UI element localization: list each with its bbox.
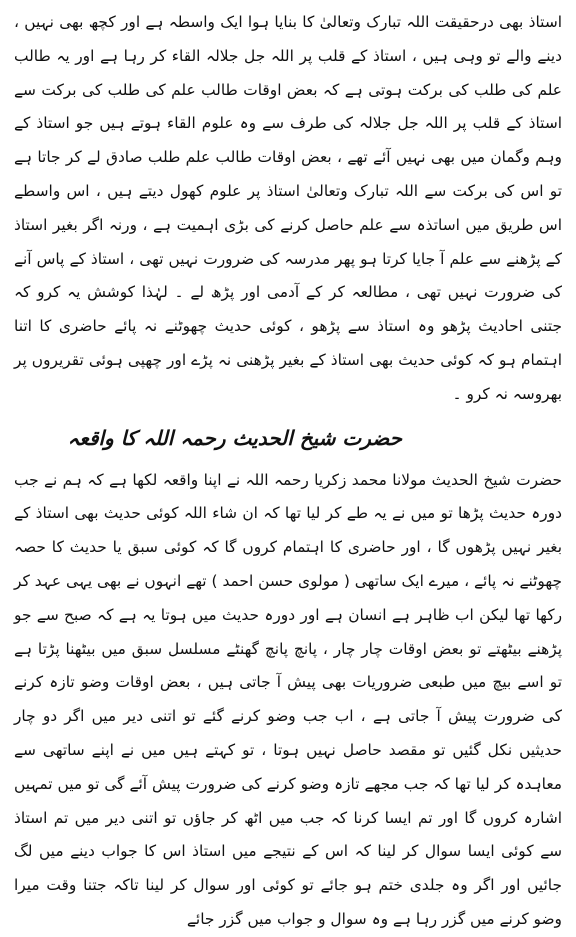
section-heading: حضرت شیخ الحدیث رحمہ اللہ کا واقعہ <box>67 425 402 450</box>
body-paragraph-2: حضرت شیخ الحدیث مولانا محمد زکریا رحمہ اللہ نے اپنا واقعہ لکھا ہے کہ ہم نے جب دورہ حدیث پڑھا تو میں نے یہ طے کر لیا تھا کہ ان شاء اللہ کوئی حدیث بھی استاذ کے بغیر نہیں پڑھوں گا ، اور حاضری کا اہتمام کروں گا کہ کوئی سبق یا حدیث کا حصہ چھوٹنے نہ پائے ، میرے ایک ساتھی ( مولوی حسن احمد ) تھے انہوں نے بھی یہی عہد کر رکھا تھا لیکن اب ظاہر ہے انسان ہے اور دورہ حدیث میں ہوتا یہ ہے کہ صبح سے جو پڑھنے بیٹھتے تو بعض اوقات چار چار ، پانچ پانچ گھنٹے مسلسل سبق میں بیٹھنا پڑتا ہے تو اسے بیچ میں طبعی ضروریات بھی پیش آ جاتی ہیں ، بعض اوقات وضو تازہ کرنے کی ضرورت پیش آ جاتی ہے ، اب جب وضو کرنے گئے تو اتنی دیر میں اگر دو چار حدیثیں نکل گئیں تو مقصد حاصل نہیں ہوتا ، تو کہتے ہیں میں نے اپنے ساتھی سے معاہدہ کر لیا تھا کہ جب مجھے تازہ وضو کرنے کی ضرورت پیش آئے گی تو میں تمہیں اشارہ کروں گا اور تم ایسا کرنا کہ جب میں اٹھ کر جاؤں تو اتنی دیر میں تم استاذ سے کوئی ایسا سوال کر لینا کہ اس کے نتیجے میں استاذ اس کا جواب دینے میں لگ جائیں اور اگر وہ جلدی ختم ہو جائے تو کوئی اور سوال کر لینا تاکہ جتنا وقت میرا وضو کرنے میں گزر رہا ہے وہ سوال و جواب میں گزر جائے <box>14 470 562 928</box>
body-paragraph-1: استاذ بھی درحقیقت اللہ تبارک وتعالیٰ کا بنایا ہوا ایک واسطہ ہے اور کچھ بھی نہیں ، دینے والے تو وہی ہیں ، استاذ کے قلب پر اللہ جل جلالہ القاء کر رہا ہے اور یہ طالب علم کی طلب کی برکت ہوتی ہے کہ بعض اوقات طالب علم کی طلب کی برکت سے استاذ کے قلب پر اللہ جل جلالہ کی طرف سے وہ علوم القاء ہوتے ہیں جو استاذ کے وہم وگمان میں بھی نہیں آئے تھے ، بعض اوقات طالب علم طلب صادق لے کر جاتا ہے تو اس کی برکت سے اللہ تبارک وتعالیٰ استاذ پر علوم کھول دیتے ہیں ، اس واسطے اس طریق میں اساتذہ سے علم حاصل کرنے کی بڑی اہمیت ہے ، ورنہ اگر بغیر استاذ کے پڑھنے سے علم آ جایا کرتا ہو پھر مدرسہ کی ضرورت نہیں تھی ، استاذ کے پاس آنے کی ضرورت نہیں تھی ، مطالعہ کر کے آدمی اور پڑھ لے ۔ لہٰذا کوشش یہ کرو کہ جتنی احادیث پڑھو وہ استاذ سے پڑھو ، کوئی حدیث چھوٹنے نہ پائے حاضری کا اتنا اہتمام ہو کہ کوئی حدیث بھی استاذ کے بغیر پڑھنی نہ پڑے اور چھپی ہوئی تقریروں پر بھروسہ نہ کرو ۔ <box>14 13 562 403</box>
